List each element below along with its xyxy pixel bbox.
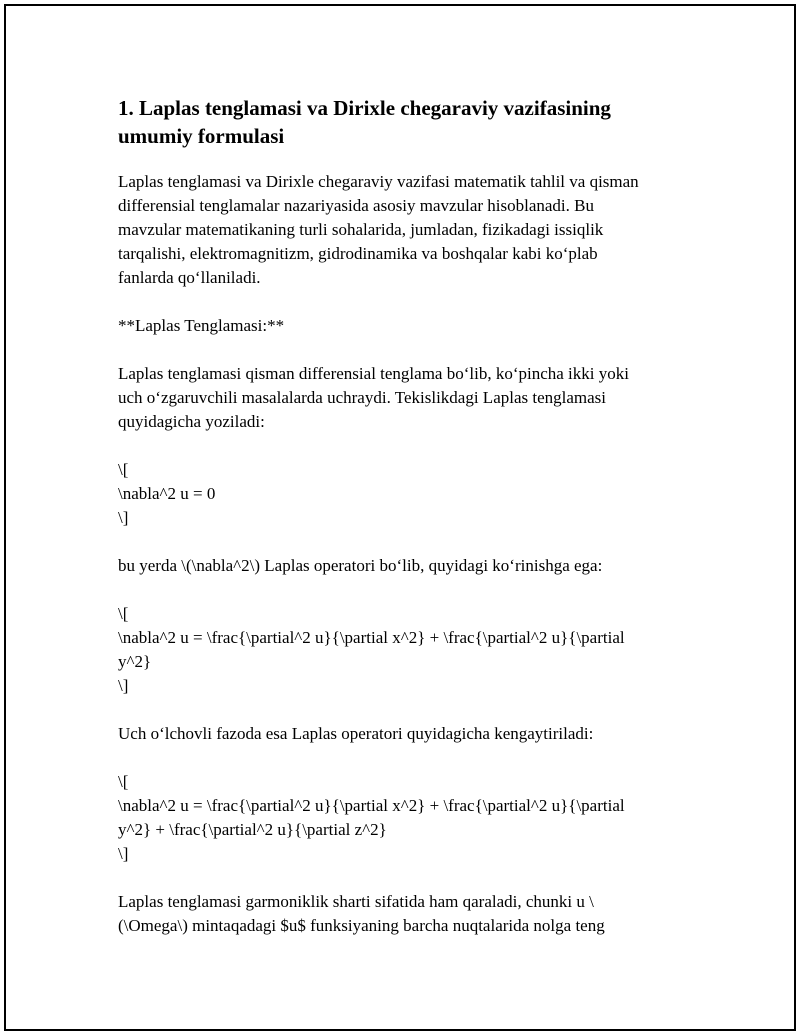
text-line: bu yerda \(\nabla^2\) Laplas operatori bo‘lib, quyidagi ko‘rinishga ega: [118, 556, 603, 575]
text-line: uch o‘zgaruvchili masalalarda uchraydi. Tekislikdagi Laplas tenglamasi [118, 388, 607, 407]
text-line: differensial tenglamalar nazariyasida asosiy mavzular hisoblanadi. Bu [118, 196, 594, 215]
blank-line [118, 746, 688, 770]
text-line: Laplas tenglamasi qisman differensial tenglama bo‘lib, ko‘pincha ikki yoki [118, 364, 629, 383]
text-line: (\Omega\) mintaqadagi $u$ funksiyaning barcha nuqtalarida nolga teng [118, 916, 605, 935]
blank-line [118, 866, 688, 890]
blank-line [118, 290, 688, 314]
formula-line: \[ [118, 604, 129, 623]
blank-line [118, 698, 688, 722]
document-page [4, 4, 796, 1031]
subheading-line: **Laplas Tenglamasi:** [118, 316, 285, 335]
text-line: Uch o‘lchovli fazoda esa Laplas operatori quyidagicha kengaytiriladi: [118, 724, 594, 743]
formula-line: \[ [118, 460, 129, 479]
section-title [118, 94, 688, 150]
section-title-line: 1. Laplas tenglamasi va Dirixle chegaraviy vazifasining [118, 96, 611, 120]
formula-line: \nabla^2 u = 0 [118, 484, 216, 503]
text-line: quyidagicha yoziladi: [118, 412, 265, 431]
document-body [118, 94, 688, 938]
formula-line: y^2} + \frac{\partial^2 u}{\partial z^2} [118, 820, 387, 839]
formula-line: y^2} [118, 652, 152, 671]
blank-line [118, 434, 688, 458]
body-text [118, 170, 688, 938]
text-line: tarqalishi, elektromagnitizm, gidrodinamika va boshqalar kabi ko‘plab [118, 244, 598, 263]
formula-line: \] [118, 844, 129, 863]
formula-line: \[ [118, 772, 129, 791]
text-line: Laplas tenglamasi garmoniklik sharti sifatida ham qaraladi, chunki u \ [118, 892, 594, 911]
formula-line: \nabla^2 u = \frac{\partial^2 u}{\partial x^2} + \frac{\partial^2 u}{\partial [118, 628, 625, 647]
blank-line [118, 338, 688, 362]
blank-line [118, 578, 688, 602]
formula-line: \] [118, 508, 129, 527]
section-title-line: umumiy formulasi [118, 124, 285, 148]
formula-line: \nabla^2 u = \frac{\partial^2 u}{\partial x^2} + \frac{\partial^2 u}{\partial [118, 796, 625, 815]
formula-line: \] [118, 676, 129, 695]
text-line: Laplas tenglamasi va Dirixle chegaraviy vazifasi matematik tahlil va qisman [118, 172, 639, 191]
text-line: mavzular matematikaning turli sohalarida, jumladan, fizikadagi issiqlik [118, 220, 604, 239]
text-line: fanlarda qo‘llaniladi. [118, 268, 261, 287]
blank-line [118, 530, 688, 554]
